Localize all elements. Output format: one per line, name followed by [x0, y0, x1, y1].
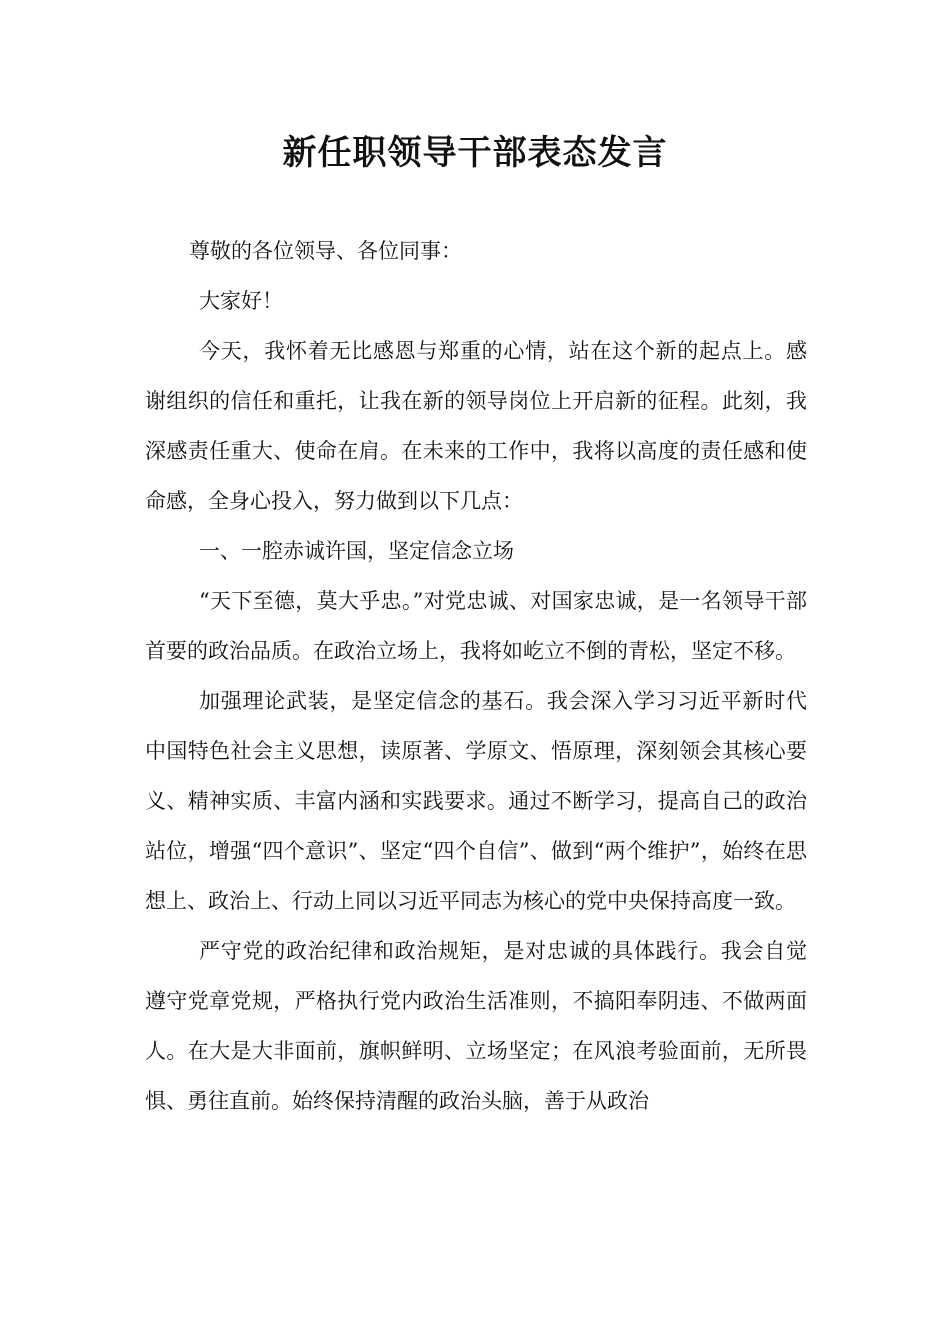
- salutation: 尊敬的各位领导、各位同事：: [189, 239, 462, 263]
- section-heading-1: 一、一腔赤诚许国，坚定信念立场: [199, 539, 514, 563]
- page-title: 新任职领导干部表态发言: [282, 133, 668, 173]
- paragraph-loyalty: “天下至德，莫大乎忠。”对党忠诚、对国家忠诚，是一名领导干部首要的政治品质。在政治立场上，我将如屹立不倒的青松，坚定不移。: [145, 589, 807, 663]
- document-body: [145, 226, 807, 1126]
- greeting: 大家好！: [199, 289, 283, 313]
- paragraph-intro: 今天，我怀着无比感恩与郑重的心情，站在这个新的起点上。感谢组织的信任和重托，让我在新的领导岗位上开启新的征程。此刻，我深感责任重大、使命在肩。在未来的工作中，我将以高度的责任感和使命感，全身心投入，努力做到以下几点：: [145, 339, 807, 513]
- paragraph-discipline: 严守党的政治纪律和政治规矩，是对忠诚的具体践行。我会自觉遵守党章党规，严格执行党内政治生活准则，不搞阳奉阴违、不做两面人。在大是大非面前，旗帜鲜明、立场坚定；在风浪考验面前，无所畏惧、勇往直前。始终保持清醒的政治头脑，善于从政治: [145, 939, 807, 1113]
- paragraph-theory: 加强理论武装，是坚定信念的基石。我会深入学习习近平新时代中国特色社会主义思想，读原著、学原文、悟原理，深刻领会其核心要义、精神实质、丰富内涵和实践要求。通过不断学习，提高自己的政治站位，增强“四个意识”、坚定“四个自信”、做到“两个维护”，始终在思想上、政治上、行动上同以习近平同志为核心的党中央保持高度一致。: [145, 689, 807, 913]
